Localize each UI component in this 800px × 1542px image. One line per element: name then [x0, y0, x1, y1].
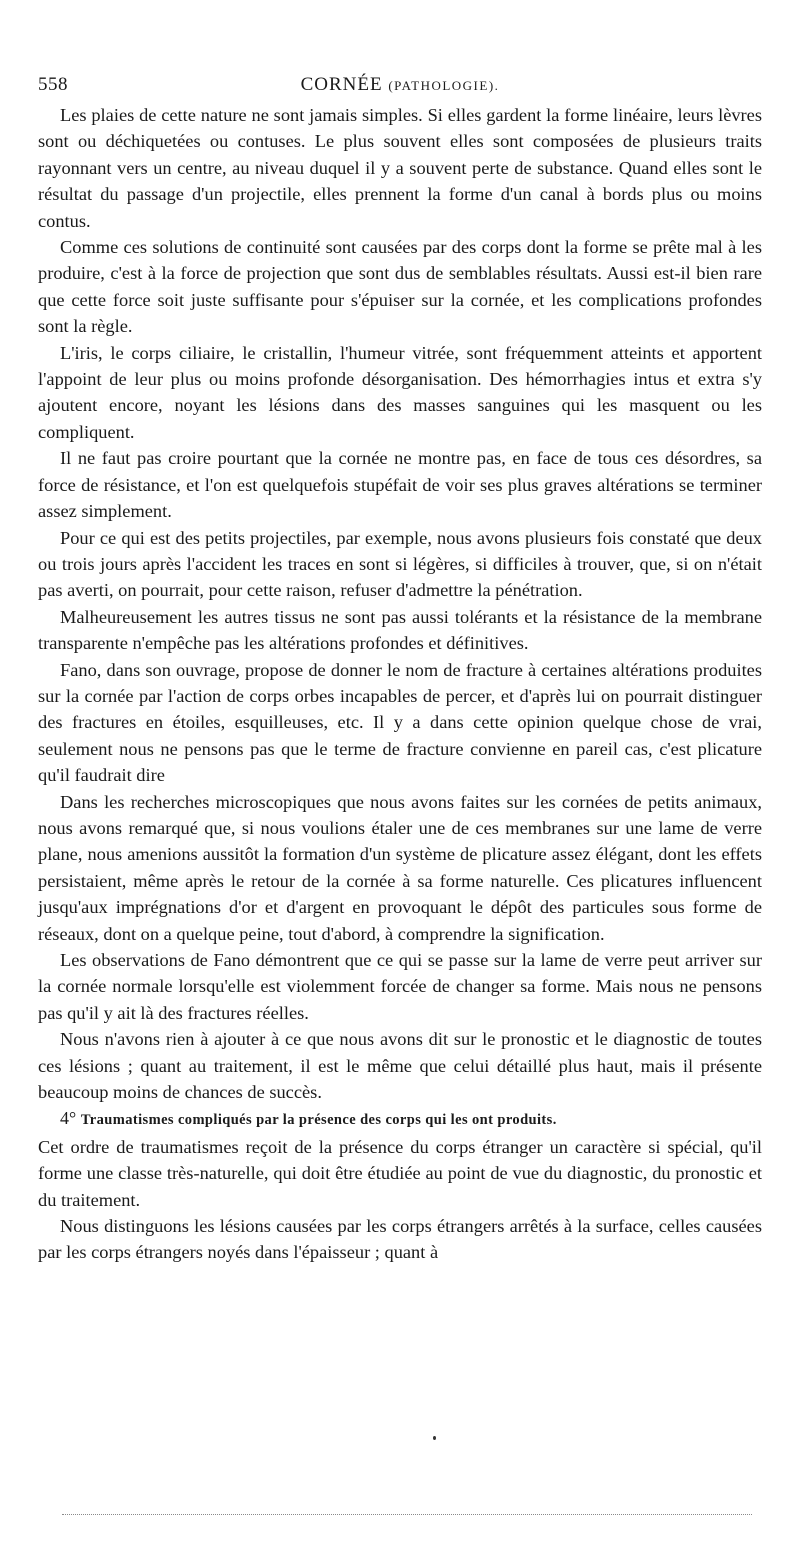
running-title	[38, 74, 762, 96]
paragraph-1: Les plaies de cette nature ne sont jamais simples. Si elles gardent la forme linéaire, leurs lèvres sont ou déchiquetées ou contuses. Le plus souvent elles sont composées de plusieurs traits rayonnant vers un centre, au niveau duquel il y a souvent perte de substance. Quand elles sont le résultat du passage d'un projectile, elles prennent la forme d'un canal à bords plus ou moins contus.	[38, 105, 762, 231]
body-text	[38, 102, 762, 1266]
paragraph-5: Pour ce qui est des petits projectiles, par exemple, nous avons plusieurs fois constaté que deux ou trois jours après l'accident les traces en sont si légères, si difficiles à trouver, que, si on n'était pas averti, on pourrait, pour cette raison, refuser d'admettre la pénétration.	[38, 527, 762, 601]
paragraph-9: Les observations de Fano démontrent que ce qui se passe sur la lame de verre peut arriver sur la cornée normale lorsqu'elle est violemment forcée de changer sa forme. Mais nous ne pensons pas qu'il y ait là des fractures réelles.	[38, 950, 762, 1023]
section-number: 4°	[60, 1108, 77, 1129]
paragraph-10: Nous n'avons rien à ajouter à ce que nous avons dit sur le pronostic et le diagnostic de toutes ces lésions ; quant au traitement, il est le même que celui détaillé plus haut, mais il présente beaucoup moins de chances de succès.	[38, 1029, 762, 1103]
paragraph-6: Malheureusement les autres tissus ne sont pas aussi tolérants et la résistance de la membrane transparente n'empêche pas les altérations profondes et définitives.	[38, 606, 762, 654]
page-header	[38, 72, 762, 102]
section-heading-paragraph	[38, 1105, 762, 1133]
page-number: 558	[38, 74, 68, 95]
section-text: Cet ordre de traumatismes reçoit de la présence du corps étranger un caractère si spécial, qu'il forme une classe très-naturelle, qui doit être étudiée au point de vue du diagnostic, du pronostic et du traitement.	[38, 1136, 762, 1210]
paragraph-7: Fano, dans son ouvrage, propose de donner le nom de fracture à certaines altérations produites sur la cornée par l'action de corps orbes incapables de percer, et d'après lui on pourrait distinguer des fractures en étoiles, esquilleuses, etc. Il y a dans cette opinion quelque chose de vrai, seulement nous ne pensons pas que le terme de fracture convienne en pareil cas, c'est plicature qu'il faudrait dire	[38, 659, 762, 786]
bottom-dotted-rule	[62, 1514, 752, 1515]
section-heading: Traumatismes compliqués par la présence des corps qui les ont produits.	[80, 1112, 557, 1129]
running-title-main: CORNÉE	[300, 74, 383, 95]
paragraph-last: Nous distinguons les lésions causées par les corps étrangers arrêtés à la surface, celles causées par les corps étrangers noyés dans l'épaisseur ; quant à	[38, 1216, 762, 1263]
print-speck	[433, 1436, 436, 1440]
paragraph-8: Dans les recherches microscopiques que nous avons faites sur les cornées de petits animaux, nous avons remarqué que, si nous voulions étaler une de ces membranes sur une lame de verre plane, nous amenions aussitôt la formation d'un système de plicature assez élégant, dont les effets persistaient, même après le retour de la cornée à sa forme naturelle. Ces plicatures influencent jusqu'aux imprégnations d'or et d'argent en provoquant le dépôt des particules sous forme de réseaux, dont on a quelque peine, tout d'abord, à comprendre la signification.	[38, 791, 762, 944]
running-title-sub: (PATHOLOGIE).	[388, 78, 500, 93]
page	[38, 72, 762, 1266]
paragraph-2: Comme ces solutions de continuité sont causées par des corps dont la forme se prête mal à les produire, c'est à la force de projection que sont dus de semblables résultats. Aussi est-il bien rare que cette force soit juste suffisante pour s'épuiser sur la cornée, et les complications profondes sont la règle.	[38, 237, 762, 337]
paragraph-3: L'iris, le corps ciliaire, le cristallin, l'humeur vitrée, sont fréquemment atteints et apportent l'appoint de leur plus ou moins profonde désorganisation. Des hémorrhagies intus et extra s'y ajoutent encore, noyant les lésions dans des masses sanguines qui les masquent ou les compliquent.	[38, 342, 762, 442]
paragraph-4: Il ne faut pas croire pourtant que la cornée ne montre pas, en face de tous ces désordres, sa force de résistance, et l'on est quelquefois stupéfait de voir ses plus graves altérations se terminer assez simplement.	[38, 448, 762, 522]
